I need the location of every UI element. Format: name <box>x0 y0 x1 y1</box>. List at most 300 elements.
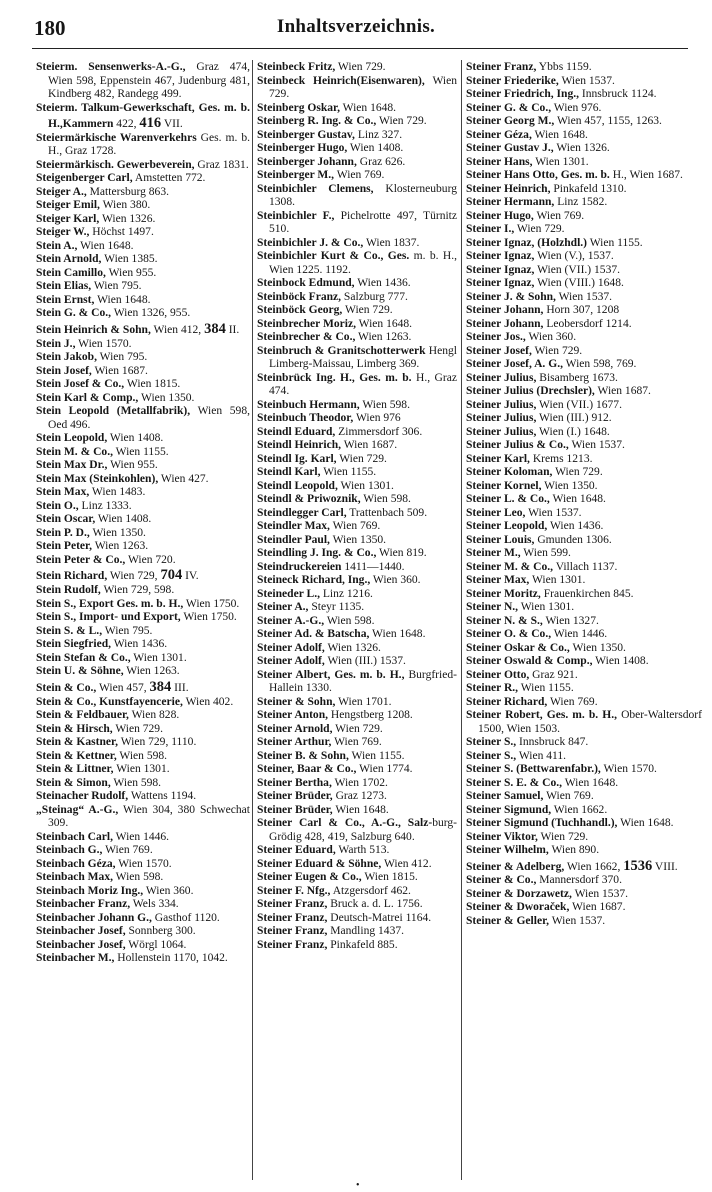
entry-name: Steindler Max, <box>257 520 330 532</box>
entry-name: Steinberger Johann, <box>257 155 357 168</box>
entry-refs: Wien 1648. <box>94 293 151 306</box>
entry-name: Steiner Hans Otto, Ges. m. b. <box>466 169 610 181</box>
entry-refs: Wien 1350. <box>569 641 626 654</box>
index-entry <box>257 480 457 494</box>
entry-refs: Wien 1750. <box>180 611 237 624</box>
entry-refs: Graz 1831. <box>194 158 249 171</box>
entry-name: Steiner A., <box>257 601 309 613</box>
index-entry <box>257 210 457 237</box>
entry-name: Steindl Karl, <box>257 466 321 478</box>
entry-refs: Wien 729. <box>332 722 383 735</box>
index-entry <box>36 159 250 173</box>
index-entry <box>36 652 250 666</box>
entry-name: Steiner Josef, <box>466 344 532 357</box>
entry-refs: Wien 1446. <box>112 830 170 843</box>
entry-refs: Wien 1815. <box>361 871 418 883</box>
entry-refs: Wien 427. <box>158 472 209 485</box>
index-entry <box>466 358 702 372</box>
entry-name: Steiner Brüder, <box>257 790 333 802</box>
index-column-3 <box>466 61 702 1179</box>
entry-name: Stein & Kastner, <box>36 736 119 749</box>
index-entry <box>257 129 457 143</box>
entry-refs: Wien 1537. <box>558 74 615 87</box>
entry-name: Steiner Carl & Co., A.-G., Salz- <box>257 817 433 829</box>
index-entry <box>466 844 702 858</box>
entry-name: Steindl Leopold, <box>257 479 338 492</box>
entry-refs: Frauenkirchen 845. <box>540 587 634 600</box>
entry-name: Steiner G. & Co., <box>466 101 552 114</box>
entry-refs: Wien 1570. <box>75 337 132 350</box>
entry-name: Steiner Julius, <box>466 425 537 438</box>
entry-name: Steiner Arthur, <box>257 736 332 748</box>
entry-refs: Wien 1301. <box>529 574 586 586</box>
index-entry <box>466 115 702 129</box>
entry-refs: Wien 729. <box>537 830 589 843</box>
entry-name: „Steinag“ A.-G., <box>36 803 119 816</box>
index-entry <box>257 912 457 926</box>
entry-refs: Wien 411. <box>516 749 567 762</box>
entry-name: Steinbach Max, <box>36 871 113 884</box>
entry-refs: Wörgl 1064. <box>125 938 187 951</box>
entry-name: Steinbacher M., <box>36 952 115 965</box>
entry-name: Steiner Franz, <box>466 61 537 73</box>
entry-name: Stein A., <box>36 239 78 252</box>
index-entry <box>36 432 250 446</box>
entry-name: Steinbacher Franz, <box>36 898 131 911</box>
entry-name: Steiner Johann, <box>466 317 544 330</box>
entry-refs: Wien 457, 1155, 1263. <box>554 115 662 127</box>
index-entry <box>36 294 250 308</box>
entry-name: Steiger Karl, <box>36 212 100 225</box>
entry-refs: Horn 307, 1208 <box>543 304 620 316</box>
entry-name: Stein Josef, <box>36 364 92 377</box>
index-entry <box>257 304 457 318</box>
entry-refs: Wien 1350. <box>138 391 195 404</box>
entry-name: Steiner Oswald & Comp., <box>466 655 593 667</box>
entry-name: Steiner Eduard, <box>257 844 336 856</box>
index-entry <box>36 226 250 240</box>
entry-refs: Wien 1687. <box>569 901 626 914</box>
entry-refs: Wien 795. <box>91 280 142 293</box>
index-entry <box>466 399 702 413</box>
entry-refs: 1411—1440. <box>341 560 405 573</box>
index-entry <box>36 844 250 858</box>
index-entry <box>36 500 250 514</box>
entry-name: Steiner N., <box>466 601 519 613</box>
entry-refs: Wien 769. <box>329 520 381 532</box>
index-entry <box>466 318 702 332</box>
entry-name: Steindlegger Carl, <box>257 506 347 519</box>
entry-refs: H., Wien 1687. <box>609 169 683 181</box>
index-entry <box>257 142 457 156</box>
index-entry <box>36 952 250 966</box>
entry-name: Steindl Eduard, <box>257 425 336 438</box>
index-entry <box>466 507 702 521</box>
index-entry <box>257 804 457 818</box>
index-entry <box>466 277 702 291</box>
index-entry <box>466 520 702 534</box>
entry-refs: Wien 1155. <box>112 445 169 458</box>
index-entry <box>36 392 250 406</box>
index-entry <box>36 912 250 926</box>
entry-name: Stein Siegfried, <box>36 638 112 651</box>
entry-name: Steindl Ig. Karl, <box>257 452 337 465</box>
entry-refs: Wien 1662, <box>564 860 621 873</box>
index-entry <box>36 611 250 625</box>
index-entry <box>36 679 250 696</box>
entry-name: Stein S., Import- und Export, <box>36 611 181 624</box>
entry-refs: Wien 402. <box>182 695 234 708</box>
index-entry <box>36 527 250 541</box>
index-entry <box>466 763 702 777</box>
index-entry <box>466 831 702 845</box>
index-entry <box>36 790 250 804</box>
index-entry <box>466 250 702 264</box>
entry-refs: Klosterneuburg 1308. <box>269 182 457 208</box>
entry-refs: Wien 1301. <box>532 155 589 168</box>
entry-refs: Trattenbach 509. <box>346 506 428 519</box>
index-entry <box>257 318 457 332</box>
entry-name: Steiner Franz, <box>257 938 328 951</box>
entry-refs: Innsbruck 1124. <box>579 88 657 100</box>
index-entry <box>466 439 702 453</box>
index-entry <box>257 547 457 561</box>
entry-refs: Wien 1570. <box>115 857 172 870</box>
index-entry <box>257 925 457 939</box>
entry-refs: Warth 513. <box>335 844 390 856</box>
index-entry <box>466 183 702 197</box>
entry-refs: Wien 1155. <box>348 749 405 762</box>
entry-ad-section: II. <box>225 323 240 336</box>
entry-refs: Wien 729, 1110. <box>118 736 197 749</box>
entry-ad-page: 1536 <box>623 857 653 874</box>
entry-name: Steiner Anton, <box>257 709 329 721</box>
entry-refs: Wien (I.) 1648. <box>536 425 610 438</box>
index-entry <box>36 750 250 764</box>
entry-refs: Wien 1155. <box>320 466 377 478</box>
entry-name: Steiner Brüder, <box>257 803 333 816</box>
entry-refs: Wien 976 <box>353 412 401 424</box>
index-column-1 <box>36 61 250 1179</box>
entry-refs: Wien 1327. <box>542 614 599 627</box>
entry-refs: Wien 1436. <box>547 520 604 532</box>
index-entry <box>257 331 457 345</box>
page-title: Inhaltsverzeichnis. <box>276 16 436 37</box>
index-entry <box>466 156 702 170</box>
entry-ad-page: 384 <box>149 678 172 695</box>
index-entry <box>466 196 702 210</box>
entry-name: Steiger Emil, <box>36 199 100 212</box>
index-entry <box>257 291 457 305</box>
index-entry <box>36 61 250 102</box>
entry-refs: Pichelrotte 497, Türnitz 510. <box>269 209 457 235</box>
footer-dot: • <box>356 1180 360 1191</box>
entry-refs: Wien 1263. <box>92 540 149 553</box>
entry-name: Steiner, Baar & Co., <box>257 763 357 775</box>
index-entry <box>36 213 250 227</box>
entry-refs: Mannersdorf 370. <box>536 874 622 887</box>
index-entry <box>466 915 702 929</box>
index-entry <box>257 655 457 669</box>
entry-refs: Krems 1213. <box>529 452 593 465</box>
entry-name: Steinberger Gustav, <box>257 128 355 141</box>
entry-name: Steinbichler Clemens, <box>257 182 374 195</box>
entry-name: Steinacher Rudolf, <box>36 790 129 803</box>
entry-refs: m. b. H., Wien 1225. 1192. <box>269 250 457 276</box>
index-entry <box>466 615 702 629</box>
entry-name: Steiger W., <box>36 226 90 239</box>
entry-refs: Wien 360. <box>143 884 194 897</box>
index-entry <box>257 520 457 534</box>
entry-refs: Wien (III.) 1537. <box>324 655 406 667</box>
entry-name: Steiner Otto, <box>466 668 530 681</box>
entry-name: Stein Stefan & Co., <box>36 651 131 664</box>
index-entry <box>36 240 250 254</box>
entry-name: Steinbrecher Moriz, <box>257 317 356 330</box>
entry-name: Steiner Arnold, <box>257 722 333 735</box>
entry-name: Steinberger Hugo, <box>257 142 348 154</box>
entry-refs: Wien 1648. <box>617 817 674 829</box>
index-entry <box>466 142 702 156</box>
index-entry <box>257 763 457 777</box>
entry-refs: Wien 598, 769. <box>562 358 637 370</box>
entry-ad-section: VII. <box>161 118 183 130</box>
entry-ad-page: 416 <box>139 115 162 131</box>
entry-refs: Wien 769. <box>533 209 585 222</box>
entry-name: Stein & Co., Kunstfayencerie, <box>36 695 183 708</box>
entry-refs: Wien 1648. <box>77 239 134 252</box>
entry-refs: Wien 1648. <box>339 101 397 114</box>
entry-name: Steiner Georg M., <box>466 115 555 127</box>
entry-refs: Wien 1537. <box>549 914 606 927</box>
entry-name: Steiner Samuel, <box>466 790 544 802</box>
entry-refs: Mattersburg 863. <box>86 185 169 198</box>
index-entry <box>36 186 250 200</box>
entry-name: Steinbuch Theodor, <box>257 412 354 424</box>
entry-refs: Wien 769. <box>543 790 594 802</box>
entry-name: Steiner S. (Bettwarenfabr.), <box>466 763 601 775</box>
page-header <box>0 0 712 50</box>
index-entry <box>466 750 702 764</box>
index-entry <box>36 321 250 338</box>
entry-name: Stein Elias, <box>36 280 92 293</box>
entry-name: Steiner Bertha, <box>257 776 332 789</box>
entry-name: Stein Leopold, <box>36 432 108 445</box>
entry-name: Steiner Géza, <box>466 128 532 141</box>
entry-refs: Zimmersdorf 306. <box>335 425 423 438</box>
entry-refs: Linz 1582. <box>554 196 608 208</box>
index-entry <box>257 790 457 804</box>
entry-refs: Wien 769. <box>331 736 382 748</box>
index-entry <box>257 858 457 872</box>
index-entry <box>36 513 250 527</box>
entry-refs: Wien 1436. <box>111 638 168 651</box>
entry-name: Steindl & Priwoznik, <box>257 493 361 505</box>
entry-name: Steiner & Sohn, <box>257 695 336 708</box>
index-entry <box>257 183 457 210</box>
index-entry <box>36 939 250 953</box>
entry-name: Steiner Friederike, <box>466 74 559 87</box>
entry-name: Steinbrecher & Co., <box>257 331 356 343</box>
entry-name: Steiner F. Nfg., <box>257 884 331 897</box>
entry-name: Stein Leopold (Metallfabrik), <box>36 405 191 418</box>
index-entry <box>466 210 702 224</box>
entry-name: Steinbach Géza, <box>36 857 116 870</box>
entry-name: Steiner Richard, <box>466 695 548 708</box>
entry-name: Steiner Ad. & Batscha, <box>257 628 370 640</box>
entry-name: Steiner Julius & Co., <box>466 439 569 451</box>
entry-name: Steinberg R. Ing. & Co., <box>257 115 377 127</box>
index-entry <box>257 628 457 642</box>
entry-name: Steinbichler F., <box>257 209 335 222</box>
entry-name: Steiner Franz, <box>257 925 328 937</box>
entry-refs: Wien 1350. <box>541 479 598 492</box>
page-number: 180 <box>34 16 66 40</box>
entry-refs: Wien 380. <box>99 199 151 212</box>
index-entry <box>257 817 457 844</box>
entry-name: Steiner L. & Co., <box>466 493 550 505</box>
index-entry <box>257 871 457 885</box>
index-entry <box>257 372 457 399</box>
entry-refs: Wien 598. <box>360 493 411 505</box>
entry-refs: Wien 890. <box>548 844 600 856</box>
entry-name: Stein Max, <box>36 486 90 499</box>
index-entry <box>466 642 702 656</box>
index-entry <box>36 459 250 473</box>
entry-refs: Wien 598. <box>116 749 168 762</box>
index-entry <box>466 547 702 561</box>
entry-refs: Wien 457, <box>96 681 147 694</box>
index-entry <box>36 172 250 186</box>
entry-name: Stein & Simon, <box>36 776 111 789</box>
index-entry <box>36 554 250 568</box>
entry-refs: Wien 599. <box>520 547 571 559</box>
entry-name: Steiner I., <box>466 223 515 235</box>
index-entry <box>466 61 702 75</box>
index-entry <box>466 304 702 318</box>
entry-name: Stein Max (Steinkohlen), <box>36 472 159 485</box>
entry-name: Stein Josef & Co., <box>36 378 125 391</box>
index-entry <box>466 817 702 831</box>
entry-name: Steiner Sigmund, <box>466 803 552 816</box>
index-entry <box>36 584 250 598</box>
entry-name: Steinbacher Johann G., <box>36 911 152 924</box>
entry-refs: Wien 955. <box>105 266 157 279</box>
entry-refs: Höchst 1497. <box>89 226 154 239</box>
entry-name: Stein S., Export Ges. m. b. H., <box>36 597 184 610</box>
entry-name: Steindruckereien <box>257 560 342 573</box>
entry-refs: Wien 1408. <box>347 142 404 154</box>
entry-name: Steiner Jos., <box>466 331 526 343</box>
entry-name: Stein & Littner, <box>36 763 114 776</box>
entry-name: Steinbeck Fritz, <box>257 61 336 73</box>
entry-name: Steinböck Georg, <box>257 304 343 316</box>
entry-refs: Graz 1273. <box>332 790 387 802</box>
entry-name: Steinbach Moriz Ing., <box>36 884 144 897</box>
entry-name: Steiner Robert, Ges. m. b. H., <box>466 709 617 721</box>
entry-name: Steiner Moritz, <box>466 587 541 600</box>
entry-refs: Mandling 1437. <box>327 925 404 937</box>
entry-refs: Bisamberg 1673. <box>536 371 618 384</box>
index-entry <box>36 831 250 845</box>
entry-name: Steiner Eugen & Co., <box>257 871 362 883</box>
entry-name: Stein Peter & Co., <box>36 553 126 566</box>
entry-refs: Atzgersdorf 462. <box>330 884 411 897</box>
entry-ad-page: 704 <box>160 567 183 584</box>
entry-refs: Wien 769. <box>334 169 385 181</box>
index-entry <box>466 480 702 494</box>
entry-refs: Linz 1216. <box>319 587 373 600</box>
entry-refs: Wien 1301. <box>518 601 575 613</box>
entry-refs: Graz 626. <box>356 155 406 168</box>
entry-refs: Wien 1815. <box>124 378 181 391</box>
entry-refs: Linz 327. <box>354 128 403 141</box>
entry-refs: 422, <box>113 118 137 130</box>
entry-name: Steiner Friedrich, Ing., <box>466 88 579 100</box>
index-entry <box>36 280 250 294</box>
entry-refs: Wien 1648. <box>531 128 588 141</box>
index-entry <box>257 453 457 467</box>
index-entry <box>257 669 457 696</box>
entry-refs: Wien 1537. <box>571 887 629 900</box>
entry-name: Steiner Hugo, <box>466 209 534 222</box>
index-entry <box>466 331 702 345</box>
index-entry <box>257 399 457 413</box>
entry-name: Steiner Wilhelm, <box>466 844 549 856</box>
index-entry <box>36 351 250 365</box>
index-entry <box>257 493 457 507</box>
index-entry <box>36 777 250 791</box>
entry-name: Steinberger M., <box>257 169 335 181</box>
entry-name: Stein Oscar, <box>36 513 96 526</box>
index-entry <box>257 466 457 480</box>
entry-name: Steiner Koloman, <box>466 466 553 478</box>
index-entry <box>36 723 250 737</box>
index-entry <box>466 874 702 888</box>
entry-name: Steiner R., <box>466 682 519 694</box>
index-entry <box>257 237 457 251</box>
entry-refs: Steyr 1135. <box>308 601 365 613</box>
entry-name: Steinbach G., <box>36 844 103 857</box>
entry-name: Steiner Ignaz, <box>466 263 535 276</box>
entry-name: Steiner & Geller, <box>466 914 550 927</box>
index-entry <box>257 601 457 615</box>
entry-name: Steiner Adolf, <box>257 655 325 667</box>
entry-refs: Wien 1301. <box>130 651 187 664</box>
column-divider <box>252 60 253 1180</box>
entry-name: Steiner Karl, <box>466 452 530 465</box>
index-entry <box>36 132 250 159</box>
entry-name: Steiermärkisch. Gewerbeverein, <box>36 158 195 171</box>
entry-name: Steiger A., <box>36 185 87 198</box>
entry-refs: Wien 1537. <box>568 439 625 451</box>
entry-name: Steiner Viktor, <box>466 830 538 843</box>
entry-refs: Innsbruck 847. <box>516 736 589 748</box>
entry-name: Stein Heinrich & Sohn, <box>36 323 151 336</box>
entry-refs: Wien 412, <box>150 323 202 336</box>
entry-refs: Wien (VIII.) 1648. <box>534 277 624 289</box>
index-entry <box>36 253 250 267</box>
index-entry <box>466 736 702 750</box>
entry-name: Steiner & Dworaček, <box>466 901 570 914</box>
index-entry <box>466 901 702 915</box>
entry-name: Steiner Franz, <box>257 911 328 924</box>
entry-name: Steiner Kornel, <box>466 479 542 492</box>
entry-refs: Wien 1155. <box>587 236 643 249</box>
entry-name: Stein S. & L., <box>36 624 103 637</box>
entry-name: Steiner N. & S., <box>466 614 543 627</box>
entry-name: Steinbichler J. & Co., <box>257 236 364 249</box>
